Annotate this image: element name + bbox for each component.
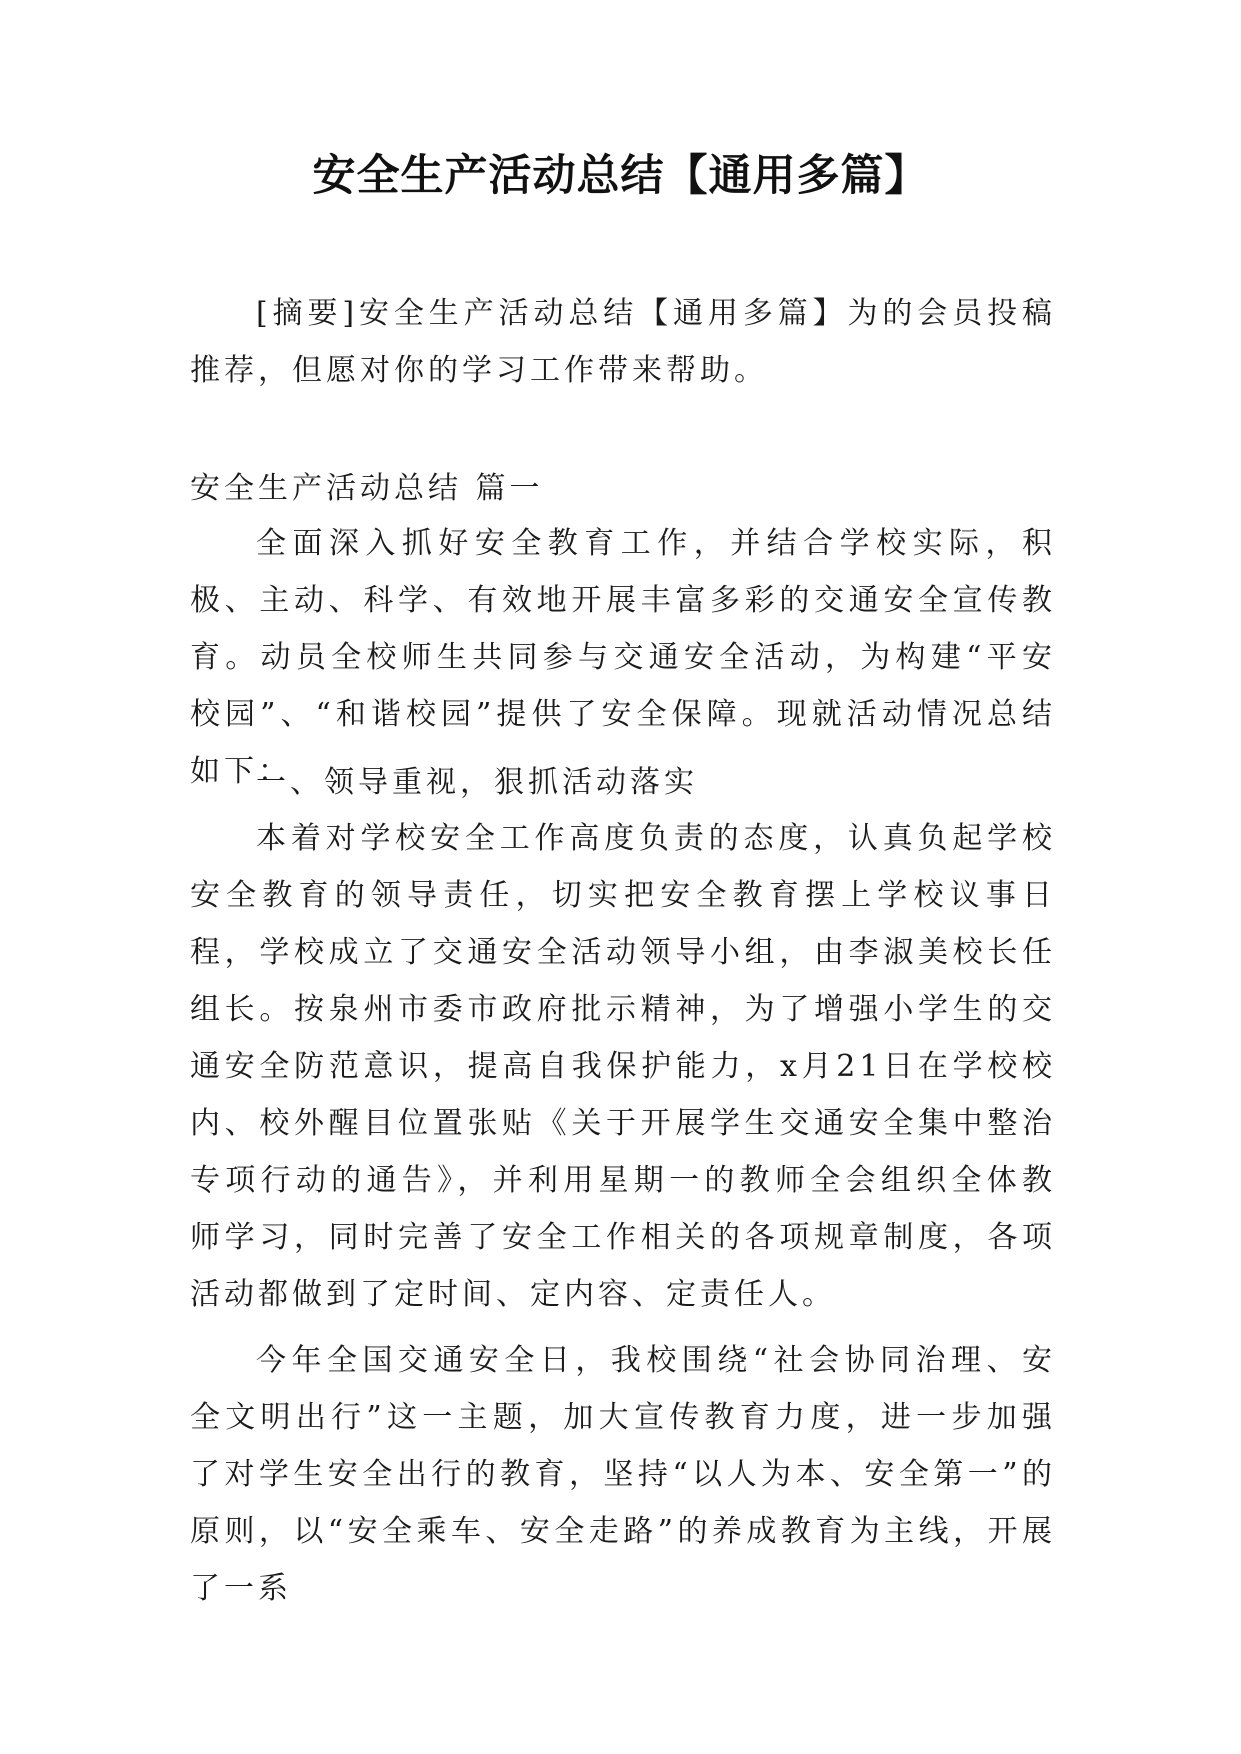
document-title: 安全生产活动总结【通用多篇】 [312,151,929,201]
body-paragraph: 全面深入抓好安全教育工作，并结合学校实际，积极、主动、科学、有效地开展丰富多彩的交通安全宣传教育。动员全校师生共同参与交通安全活动，为构建“平安校园”、“和谐校园”提供了安全保障。现就活动情况总结如下： [190,526,1056,789]
body-paragraph: 本着对学校安全工作高度负责的态度，认真负起学校安全教育的领导责任，切实把安全教育摆上学校议事日程，学校成立了交通安全活动领导小组，由李淑美校长任组长。按泉州市委市政府批示精神，为了增强小学生的交通安全防范意识，提高自我保护能力，x月21日在学校校内、校外醒目位置张贴《关于开展学生交通安全集中整治专项行动的通告》，并利用星期一的教师全会组织全体教师学习，同时完善了安全工作相关的各项规章制度，各项活动都做到了定时间、定内容、定责任人。 [190,821,1056,1312]
body-paragraph: 今年全国交通安全日，我校围绕“社会协同治理、安全文明出行”这一主题，加大宣传教育力度，进一步加强了对学生安全出行的教育，坚持“以人为本、安全第一”的原则，以“安全乘车、安全走路”的养成教育为主线，开展了一系 [190,1343,1056,1606]
subheading: 一、领导重视，狠抓活动落实 [256,765,698,800]
section-heading: 安全生产活动总结 篇一 [190,471,544,506]
abstract-paragraph: [摘要]安全生产活动总结【通用多篇】为的会员投稿推荐，但愿对你的学习工作带来帮助。 [190,296,1056,388]
